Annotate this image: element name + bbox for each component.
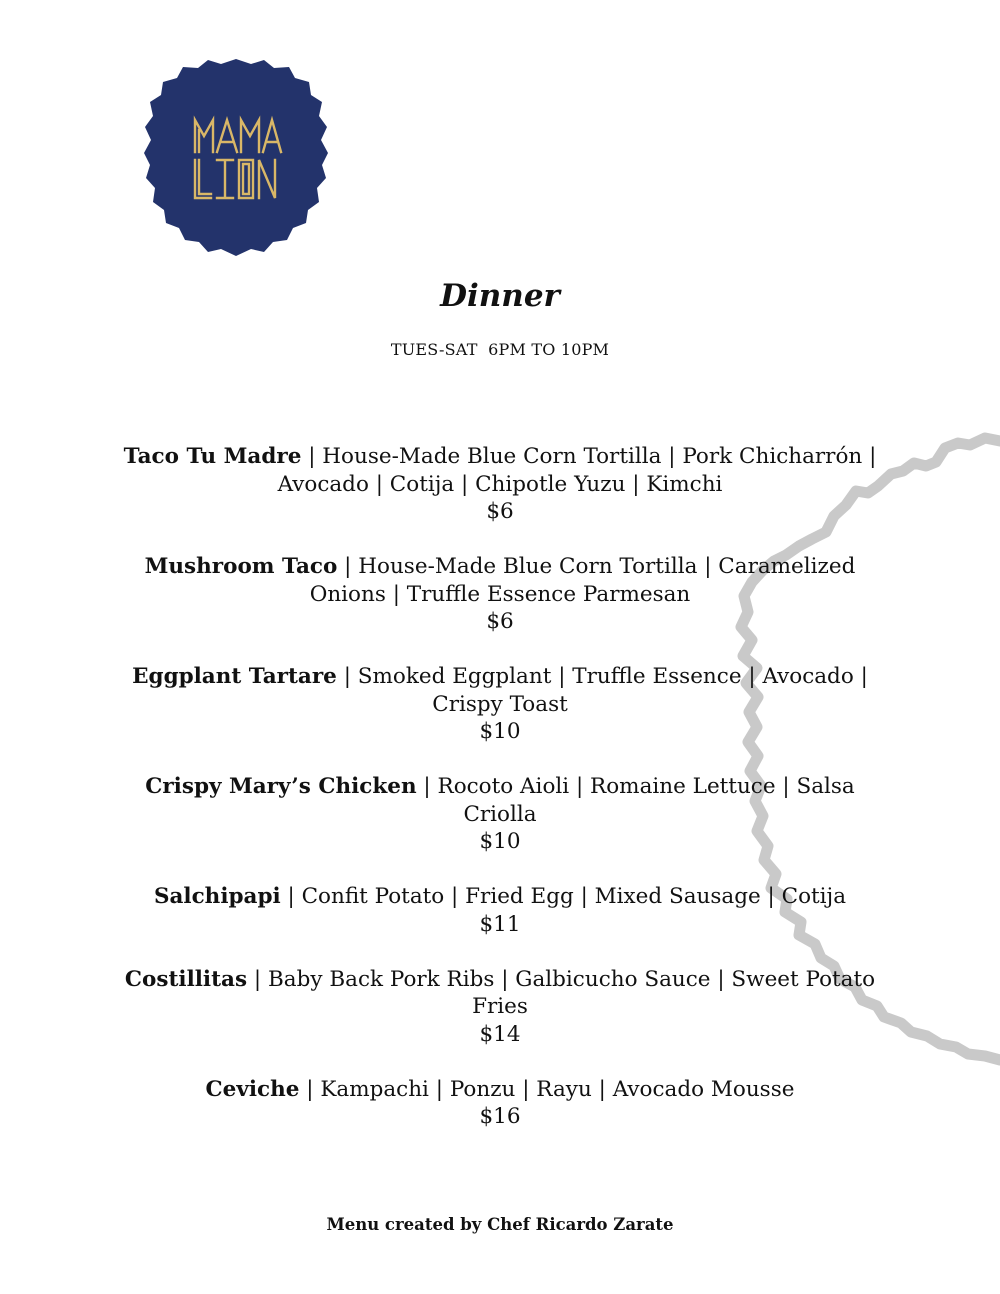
menu-item bbox=[110, 1076, 890, 1131]
menu-item-price: $6 bbox=[486, 609, 514, 634]
menu-item bbox=[110, 966, 890, 1049]
service-hours: TUES-SAT 6PM TO 10PM bbox=[390, 340, 610, 359]
menu-item-description: Rocoto Aioli | Romaine Lettuce | Salsa Criolla bbox=[437, 774, 855, 827]
menu-item-separator: | bbox=[280, 884, 302, 909]
menu-item-price: $16 bbox=[479, 1104, 521, 1129]
menu-item-separator: | bbox=[416, 774, 438, 799]
menu-item-description: Baby Back Pork Ribs | Galbicucho Sauce | Sweet Potato Fries bbox=[267, 966, 876, 1019]
menu-item-name: Crispy Mary’s Chicken bbox=[145, 774, 417, 799]
menu-item-price: $10 bbox=[479, 719, 521, 744]
menu-item-description: Kampachi | Ponzu | Rayu | Avocado Mousse bbox=[320, 1076, 795, 1102]
menu-item-name: Ceviche bbox=[205, 1076, 300, 1102]
menu-item bbox=[110, 553, 890, 636]
mama-lion-logo bbox=[143, 56, 329, 258]
menu-item-name: Salchipapi bbox=[153, 884, 281, 909]
menu-item bbox=[110, 443, 890, 526]
menu-item-name: Eggplant Tartare bbox=[132, 664, 337, 689]
menu-item-price: $11 bbox=[479, 911, 521, 937]
menu-item-separator: | bbox=[337, 554, 359, 579]
menu-item-description: Smoked Eggplant | Truffle Essence | Avocado | Crispy Toast bbox=[357, 664, 868, 717]
menu-item-name: Costillitas bbox=[124, 966, 248, 992]
menu-item-separator: | bbox=[301, 444, 323, 469]
menu-item-separator: | bbox=[247, 966, 268, 992]
menu-item-description: House-Made Blue Corn Tortilla | Pork Chicharrón | Avocado | Cotija | Chipotle Yuzu | Kimchi bbox=[277, 444, 877, 497]
page-title: Dinner bbox=[440, 278, 560, 314]
menu-item-price: $14 bbox=[479, 1021, 521, 1047]
menu-item-price: $10 bbox=[479, 829, 521, 854]
menu-item bbox=[110, 883, 890, 938]
menu-item-name: Taco Tu Madre bbox=[123, 444, 302, 469]
menu-item-description: House-Made Blue Corn Tortilla | Caramelized Onions | Truffle Essence Parmesan bbox=[309, 554, 856, 607]
menu-list bbox=[110, 443, 890, 1158]
chef-credit: Menu created by Chef Ricardo Zarate bbox=[326, 1215, 674, 1234]
menu-item-separator: | bbox=[299, 1076, 321, 1102]
menu-item-name: Mushroom Taco bbox=[144, 554, 338, 579]
menu-item-price: $6 bbox=[486, 499, 514, 524]
menu-item bbox=[110, 663, 890, 746]
menu-item-description: Confit Potato | Fried Egg | Mixed Sausage | Cotija bbox=[301, 884, 847, 909]
menu-item bbox=[110, 773, 890, 856]
menu-item-separator: | bbox=[336, 664, 358, 689]
